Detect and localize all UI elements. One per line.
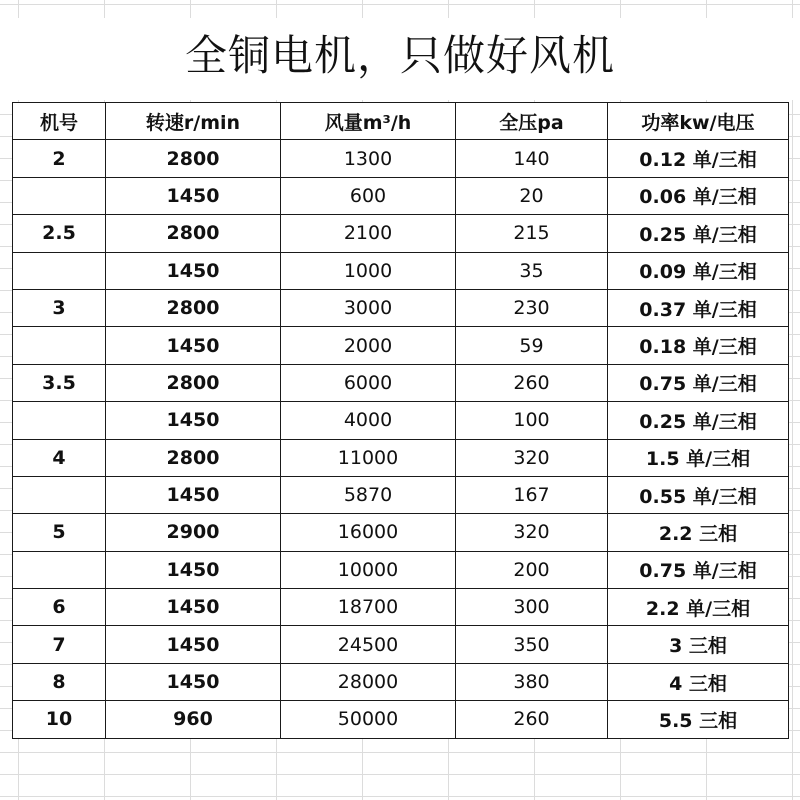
model-cell: 10 <box>13 701 106 738</box>
speed-cell: 2900 <box>106 514 281 551</box>
power-cell: 0.25 单/三相 <box>608 402 789 439</box>
model-cell: 3 <box>13 289 106 326</box>
table-row <box>13 289 789 326</box>
power-cell: 0.18 单/三相 <box>608 327 789 364</box>
header-row <box>13 103 789 140</box>
table-row <box>13 514 789 551</box>
airflow-cell: 28000 <box>281 663 456 700</box>
model-cell: 3.5 <box>13 364 106 401</box>
pressure-cell: 59 <box>456 327 608 364</box>
speed-cell: 1450 <box>106 551 281 588</box>
header-pressure: 全压pa <box>456 103 608 140</box>
pressure-cell: 320 <box>456 439 608 476</box>
table-row <box>13 252 789 289</box>
table-row <box>13 177 789 214</box>
table-row <box>13 364 789 401</box>
pressure-cell: 215 <box>456 215 608 252</box>
airflow-cell: 2000 <box>281 327 456 364</box>
power-cell: 1.5 单/三相 <box>608 439 789 476</box>
power-cell: 4 三相 <box>608 663 789 700</box>
model-cell: 2 <box>13 140 106 177</box>
airflow-cell: 600 <box>281 177 456 214</box>
speed-cell: 2800 <box>106 215 281 252</box>
speed-cell: 2800 <box>106 289 281 326</box>
table-row <box>13 663 789 700</box>
speed-cell: 1450 <box>106 252 281 289</box>
header-model: 机号 <box>13 103 106 140</box>
model-cell <box>13 252 106 289</box>
model-cell: 6 <box>13 589 106 626</box>
speed-cell: 2800 <box>106 364 281 401</box>
table-row <box>13 327 789 364</box>
airflow-cell: 11000 <box>281 439 456 476</box>
airflow-cell: 5870 <box>281 476 456 513</box>
pressure-cell: 200 <box>456 551 608 588</box>
table-row <box>13 551 789 588</box>
airflow-cell: 2100 <box>281 215 456 252</box>
speed-cell: 1450 <box>106 589 281 626</box>
pressure-cell: 350 <box>456 626 608 663</box>
model-cell <box>13 402 106 439</box>
pressure-cell: 260 <box>456 364 608 401</box>
pressure-cell: 300 <box>456 589 608 626</box>
pressure-cell: 260 <box>456 701 608 738</box>
header-airflow: 风量m³/h <box>281 103 456 140</box>
power-cell: 0.12 单/三相 <box>608 140 789 177</box>
airflow-cell: 16000 <box>281 514 456 551</box>
model-cell: 5 <box>13 514 106 551</box>
pressure-cell: 230 <box>456 289 608 326</box>
airflow-cell: 24500 <box>281 626 456 663</box>
power-cell: 2.2 三相 <box>608 514 789 551</box>
power-cell: 3 三相 <box>608 626 789 663</box>
table-row <box>13 626 789 663</box>
power-cell: 0.75 单/三相 <box>608 364 789 401</box>
power-cell: 2.2 单/三相 <box>608 589 789 626</box>
power-cell: 5.5 三相 <box>608 701 789 738</box>
power-cell: 0.75 单/三相 <box>608 551 789 588</box>
power-cell: 0.06 单/三相 <box>608 177 789 214</box>
pressure-cell: 380 <box>456 663 608 700</box>
power-cell: 0.25 单/三相 <box>608 215 789 252</box>
airflow-cell: 1000 <box>281 252 456 289</box>
model-cell: 2.5 <box>13 215 106 252</box>
speed-cell: 960 <box>106 701 281 738</box>
model-cell: 8 <box>13 663 106 700</box>
table-row <box>13 476 789 513</box>
table-row <box>13 215 789 252</box>
power-cell: 0.37 单/三相 <box>608 289 789 326</box>
speed-cell: 2800 <box>106 140 281 177</box>
power-cell: 0.55 单/三相 <box>608 476 789 513</box>
model-cell <box>13 177 106 214</box>
power-cell: 0.09 单/三相 <box>608 252 789 289</box>
speed-cell: 2800 <box>106 439 281 476</box>
airflow-cell: 1300 <box>281 140 456 177</box>
speed-cell: 1450 <box>106 327 281 364</box>
airflow-cell: 3000 <box>281 289 456 326</box>
speed-cell: 1450 <box>106 476 281 513</box>
model-cell: 7 <box>13 626 106 663</box>
airflow-cell: 18700 <box>281 589 456 626</box>
table-row <box>13 701 789 738</box>
pressure-cell: 140 <box>456 140 608 177</box>
speed-cell: 1450 <box>106 177 281 214</box>
table-body <box>13 140 789 738</box>
model-cell <box>13 476 106 513</box>
header-power: 功率kw/电压 <box>608 103 789 140</box>
airflow-cell: 50000 <box>281 701 456 738</box>
table-row <box>13 439 789 476</box>
pressure-cell: 320 <box>456 514 608 551</box>
pressure-cell: 20 <box>456 177 608 214</box>
table-row <box>13 140 789 177</box>
model-cell <box>13 551 106 588</box>
table-row <box>13 402 789 439</box>
airflow-cell: 4000 <box>281 402 456 439</box>
model-cell <box>13 327 106 364</box>
pressure-cell: 100 <box>456 402 608 439</box>
airflow-cell: 10000 <box>281 551 456 588</box>
pressure-cell: 35 <box>456 252 608 289</box>
model-cell: 4 <box>13 439 106 476</box>
speed-cell: 1450 <box>106 402 281 439</box>
table-row <box>13 589 789 626</box>
pressure-cell: 167 <box>456 476 608 513</box>
speed-cell: 1450 <box>106 663 281 700</box>
page-title: 全铜电机，只做好风机 <box>184 31 615 80</box>
header-speed: 转速r/min <box>106 103 281 140</box>
speed-cell: 1450 <box>106 626 281 663</box>
fan-spec-table <box>12 102 789 739</box>
airflow-cell: 6000 <box>281 364 456 401</box>
